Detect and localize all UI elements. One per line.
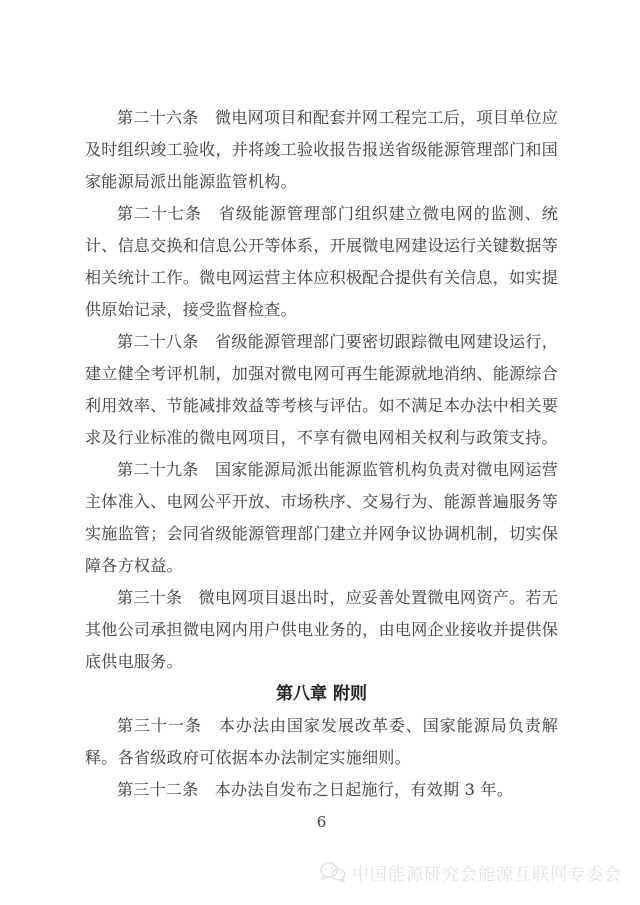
paragraph-article-32: 第三十二条 本办法自发布之日起施行，有效期 3 年。 [117, 780, 514, 799]
paragraph-article-31: 第三十一条 本办法由国家发展改革委、国家能源局负责解释。各省级政府可依据本办法制定实施细则。 [85, 716, 558, 767]
watermark-text: 中国能源研究会能源互联网专委会 [352, 865, 622, 885]
paragraph-article-26: 第二十六条 微电网项目和配套并网工程完工后，项目单位应及时组织竣工验收，并将竣工验收报告报送省级能源管理部门和国家能源局派出能源监管机构。 [85, 108, 558, 191]
chapter-heading: 第八章 附则 [276, 684, 367, 704]
paragraph-article-30: 第三十条 微电网项目退出时，应妥善处置微电网资产。若无其他公司承担微电网内用户供电业务的，由电网企业接收并提供保底供电服务。 [85, 588, 558, 671]
paragraph-article-27: 第二十七条 省级能源管理部门组织建立微电网的监测、统计、信息交换和信息公开等体系，开展微电网建设运行关键数据等相关统计工作。微电网运营主体应积极配合提供有关信息，如实提供原始记录，接受监督检查。 [85, 204, 558, 319]
wechat-icon [319, 861, 346, 884]
watermark-footer [319, 860, 622, 885]
paragraph-article-29: 第二十九条 国家能源局派出能源监管机构负责对微电网运营主体准入、电网公平开放、市场秩序、交易行为、能源普遍服务等实施监管；会同省级能源管理部门建立并网争议协调机制，切实保障各方权益。 [85, 460, 558, 575]
document-body [85, 102, 558, 838]
paragraph-article-28: 第二十八条 省级能源管理部门要密切跟踪微电网建设运行，建立健全考评机制，加强对微电网可再生能源就地消纳、能源综合利用效率、节能减排效益等考核与评估。如不满足本办法中相关要求及行业标准的微电网项目，不享有微电网相关权利与政策支持。 [85, 332, 558, 447]
page-number: 6 [316, 813, 327, 831]
